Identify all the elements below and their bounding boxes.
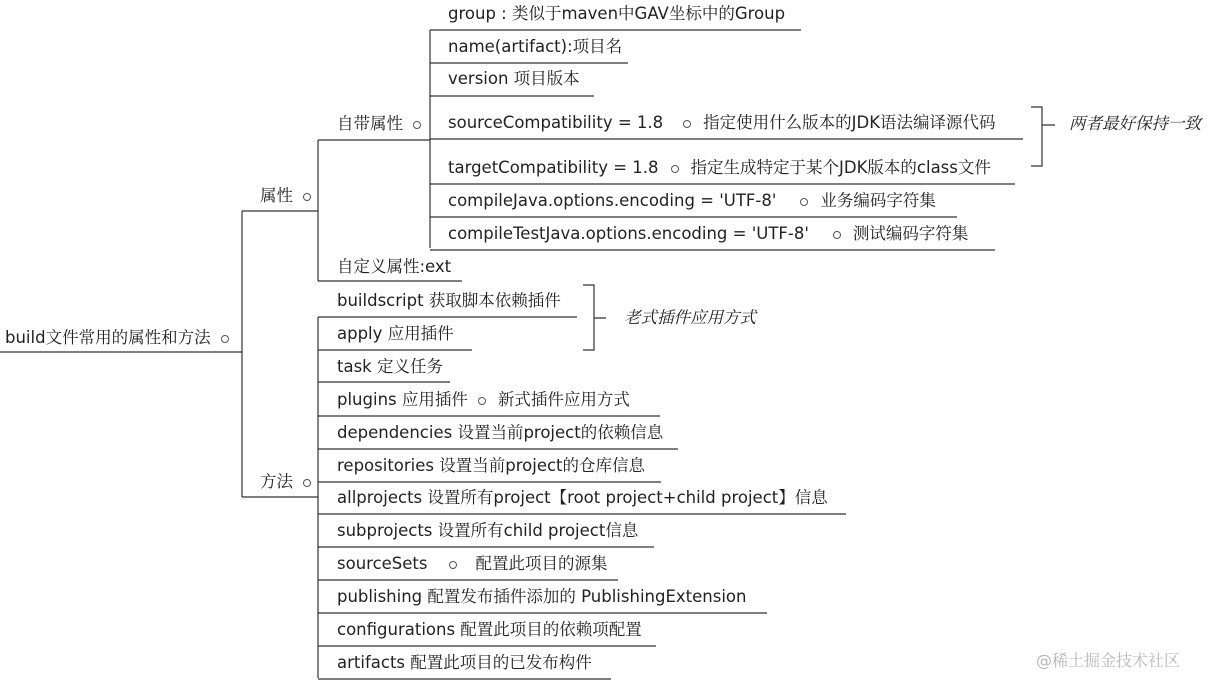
method-item[interactable] [337, 521, 638, 541]
method-item-label: sourceSets [337, 554, 428, 573]
method-item[interactable] [337, 587, 746, 607]
root-node[interactable] [5, 328, 241, 348]
builtin-item-label: group : 类似于maven中GAV坐标中的Group [448, 4, 786, 23]
builtin-item[interactable] [448, 191, 936, 211]
builtin-item-note: 指定使用什么版本的JDK语法编译源代码 [703, 113, 996, 132]
bracket-note-methods[interactable] [624, 308, 756, 328]
builtin-item[interactable] [448, 113, 996, 133]
builtin-item[interactable] [448, 158, 991, 178]
method-item[interactable] [337, 456, 645, 476]
method-item[interactable] [337, 423, 663, 443]
custom-properties-node[interactable] [337, 257, 451, 277]
properties-label: 属性 [260, 186, 293, 205]
method-item-label: allprojects 设置所有project【root project+child project】信息 [337, 488, 828, 507]
builtin-item[interactable] [448, 69, 580, 89]
builtin-item-note: 业务编码字符集 [820, 191, 936, 210]
method-item-label: configurations 配置此项目的依赖项配置 [337, 620, 642, 639]
methods-node[interactable] [260, 472, 323, 492]
builtin-item-label: compileJava.options.encoding = 'UTF-8' [448, 191, 777, 210]
method-item[interactable] [337, 620, 642, 640]
collapse-icon[interactable] [833, 231, 841, 239]
collapse-icon[interactable] [221, 335, 229, 343]
collapse-icon[interactable] [683, 120, 691, 128]
method-item-label: artifacts 配置此项目的已发布构件 [337, 653, 592, 672]
root-label: build文件常用的属性和方法 [5, 328, 211, 347]
builtin-item-label: sourceCompatibility = 1.8 [448, 113, 664, 132]
builtin-item-label: name(artifact):项目名 [448, 37, 623, 56]
method-item-note: 配置此项目的源集 [475, 554, 608, 573]
collapse-icon[interactable] [478, 397, 486, 405]
method-item[interactable] [337, 653, 592, 673]
method-item-label: task 定义任务 [337, 357, 443, 376]
watermark: @稀土掘金技术社区 [1036, 651, 1181, 670]
method-item-label: repositories 设置当前project的仓库信息 [337, 456, 646, 475]
builtin-item[interactable] [448, 4, 785, 24]
bracket-builtin [1031, 107, 1055, 166]
method-item[interactable] [337, 324, 454, 344]
collapse-icon[interactable] [303, 193, 311, 201]
method-item-note: 新式插件应用方式 [497, 390, 630, 409]
custom-properties-label: 自定义属性:ext [337, 257, 452, 276]
method-item-label: buildscript 获取脚本依赖插件 [337, 291, 561, 310]
builtin-item-label: compileTestJava.options.encoding = 'UTF-8' [448, 224, 809, 243]
bracket-note-label: 老式插件应用方式 [624, 308, 756, 327]
bracket-methods [583, 285, 606, 350]
builtin-item-label: targetCompatibility = 1.8 [448, 158, 659, 177]
method-item[interactable] [337, 390, 630, 410]
bracket-note-builtin[interactable] [1069, 114, 1201, 134]
method-item-label: subprojects 设置所有child project信息 [337, 521, 639, 540]
builtin-item[interactable] [448, 224, 968, 244]
method-item[interactable] [337, 554, 607, 574]
method-item[interactable] [337, 488, 828, 508]
collapse-icon[interactable] [303, 479, 311, 487]
builtin-properties-label: 自带属性 [337, 114, 403, 133]
builtin-properties-node[interactable] [337, 114, 433, 134]
collapse-icon[interactable] [671, 165, 679, 173]
builtin-item[interactable] [448, 37, 622, 57]
collapse-icon[interactable] [800, 198, 808, 206]
collapse-icon[interactable] [449, 561, 457, 569]
method-item-label: dependencies 设置当前project的依赖信息 [337, 423, 664, 442]
method-item-label: publishing 配置发布插件添加的 PublishingExtension [337, 587, 747, 606]
method-item[interactable] [337, 357, 443, 377]
builtin-item-note: 指定生成特定于某个JDK版本的class文件 [690, 158, 991, 177]
bracket-note-label: 两者最好保持一致 [1069, 114, 1201, 133]
builtin-item-note: 测试编码字符集 [852, 224, 969, 243]
properties-node[interactable] [260, 186, 323, 206]
method-item[interactable] [337, 291, 561, 311]
collapse-icon[interactable] [413, 121, 421, 129]
methods-label: 方法 [260, 472, 293, 491]
builtin-item-label: version 项目版本 [448, 69, 580, 88]
method-item-label: plugins 应用插件 [337, 390, 468, 409]
method-item-label: apply 应用插件 [337, 324, 454, 343]
